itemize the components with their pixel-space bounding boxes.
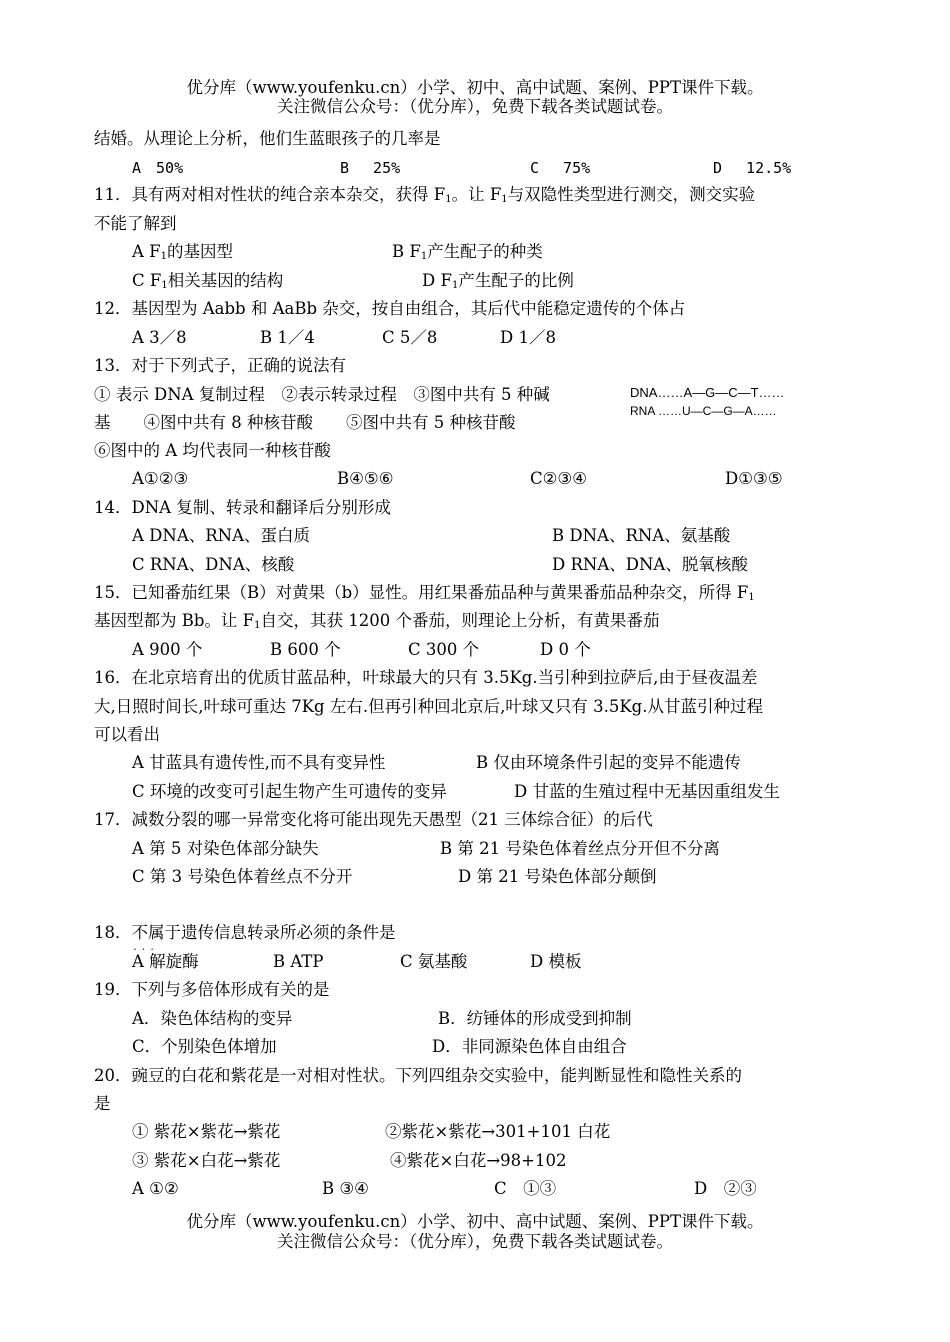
q10-stem: 结婚。从理论上分析，他们生蓝眼孩子的几率是 — [94, 129, 441, 148]
q18-option-c: C 氨基酸 — [400, 952, 468, 971]
q20-stem-2: 是 — [94, 1094, 111, 1113]
q15-stem: 15．已知番茄红果（B）对黄果（b）显性。用红果番茄品种与黄果番茄品种杂交，所得 $F_1$ — [94, 583, 755, 603]
q10-option-c: C 75% — [530, 159, 591, 177]
q20-item-1: ① 紫花×紫花→紫花 — [132, 1122, 281, 1141]
header-line-1: 优分库（www.youfenku.cn）小学、初中、高中试题、案例、PPT课件下载。 — [186, 78, 764, 97]
q13-statements-2: 基 ④图中共有 8 种核苷酸 ⑤图中共有 5 种核苷酸 — [94, 413, 516, 432]
emphasis-not: 不属于 • • • — [132, 922, 182, 944]
q10-option-b: B 25% — [340, 159, 401, 177]
dna-strand-label: DNA……A—G—C—T…… — [630, 385, 785, 400]
q14-option-a: A DNA、RNA、蛋白质 — [132, 526, 311, 545]
q19-option-c: C．个别染色体增加 — [132, 1037, 277, 1056]
q12-stem: 12．基因型为 Aabb 和 AaBb 杂交，按自由组合，其后代中能稳定遗传的个体占 — [94, 299, 686, 318]
q19-option-d: D．非同源染色体自由组合 — [432, 1037, 627, 1056]
q18-option-a: A 解旋酶 — [132, 952, 199, 971]
q16-option-b: B 仅由环境条件引起的变异不能遗传 — [476, 753, 741, 772]
q20-stem-1: 20．豌豆的白花和紫花是一对相对性状。下列四组杂交实验中，能判断显性和隐性关系的 — [94, 1066, 742, 1085]
q11-option-d: D $F_1$产生配子的比例 — [422, 271, 574, 291]
q10-option-a: A 50% — [132, 159, 184, 177]
q13-option-d: D①③⑤ — [725, 469, 783, 488]
q13-option-b: B④⑤⑥ — [337, 469, 394, 488]
q17-option-d: D 第 21 号染色体部分颠倒 — [458, 867, 657, 886]
q11-option-a: A $F_1$的基因型 — [132, 242, 233, 262]
q14-stem: 14．DNA 复制、转录和翻译后分别形成 — [94, 498, 391, 517]
q16-option-a: A 甘蓝具有遗传性,而不具有变异性 — [132, 753, 386, 772]
q11-stem-cont: 不能了解到 — [94, 214, 177, 233]
q11-option-c: C $F_1$相关基因的结构 — [132, 271, 284, 291]
q17-option-a: A 第 5 对染色体部分缺失 — [132, 839, 319, 858]
q20-option-c: C ①③ — [494, 1179, 557, 1198]
q19-option-b: B．纺锤体的形成受到抑制 — [438, 1009, 632, 1028]
q15-option-a: A 900 个 — [132, 640, 203, 659]
dna-rna-diagram — [630, 382, 830, 426]
q16-stem-3: 可以看出 — [94, 725, 160, 744]
q18-option-d: D 模板 — [530, 952, 582, 971]
q20-item-4: ④紫花×白花→98+102 — [390, 1151, 567, 1170]
q12-option-d: D 1／8 — [500, 328, 556, 347]
q14-option-c: C RNA、DNA、核酸 — [132, 555, 295, 574]
q20-item-3: ③ 紫花×白花→紫花 — [132, 1151, 281, 1170]
q14-option-b: B DNA、RNA、氨基酸 — [552, 526, 731, 545]
q20-option-a: A ①② — [132, 1179, 179, 1198]
q20-item-2: ②紫花×紫花→301+101 白花 — [385, 1122, 611, 1141]
header-line-2: 关注微信公众号：（优分库），免费下载各类试题试卷。 — [277, 97, 673, 116]
q18-stem: 18．不属于 • • •遗传信息转录所必须的条件是 — [94, 922, 396, 944]
q13-statements-3: ⑥图中的 A 均代表同一种核苷酸 — [94, 441, 331, 460]
footer-line-2: 关注微信公众号：（优分库），免费下载各类试题试卷。 — [277, 1232, 673, 1251]
q11-option-b: B $F_1$产生配子的种类 — [392, 242, 543, 262]
q12-option-c: C 5／8 — [382, 328, 438, 347]
q15-option-c: C 300 个 — [408, 640, 480, 659]
q19-option-a: A．染色体结构的变异 — [132, 1009, 293, 1028]
q16-option-c: C 环境的改变可引起生物产生可遗传的变异 — [132, 782, 447, 801]
q17-option-c: C 第 3 号染色体着丝点不分开 — [132, 867, 353, 886]
q17-option-b: B 第 21 号染色体着丝点分开但不分离 — [440, 839, 720, 858]
q17-stem: 17．减数分裂的哪一异常变化将可能出现先天愚型（21 三体综合征）的后代 — [94, 810, 653, 829]
q15-option-b: B 600 个 — [270, 640, 341, 659]
q13-option-c: C②③④ — [530, 469, 588, 488]
q15-option-d: D 0 个 — [540, 640, 591, 659]
q13-option-a: A①②③ — [132, 469, 189, 488]
q16-stem-2: 大,日照时间长,叶球可重达 7Kg 左右.但再引种回北京后,叶球又只有 3.5Kg.从甘蓝引种过程 — [94, 697, 763, 716]
q19-stem: 19．下列与多倍体形成有关的是 — [94, 980, 330, 999]
q12-option-a: A 3／8 — [132, 328, 187, 347]
q13-stem: 13．对于下列式子，正确的说法有 — [94, 356, 346, 375]
q20-option-b: B ③④ — [322, 1179, 369, 1198]
footer-line-1: 优分库（www.youfenku.cn）小学、初中、高中试题、案例、PPT课件下载。 — [186, 1212, 764, 1231]
q15-stem-cont: 基因型都为 Bb。让 $F_1$自交，其获 1200 个番茄，则理论上分析，有黄果番茄 — [94, 611, 660, 631]
q18-option-b: B ATP — [273, 952, 324, 971]
q12-option-b: B 1／4 — [260, 328, 315, 347]
q11-stem: 11．具有两对相对性状的纯合亲本杂交，获得 $F_1$。让 $F_1$与双隐性类型进行测交，测交实验 — [94, 185, 756, 205]
rna-strand-label: RNA ……U—C—G—A…… — [630, 404, 777, 418]
q13-statements-1: ① 表示 DNA 复制过程 ②表示转录过程 ③图中共有 5 种碱 — [94, 385, 550, 404]
q14-option-d: D RNA、DNA、脱氧核酸 — [552, 555, 748, 574]
q16-stem-1: 16．在北京培育出的优质甘蓝品种，叶球最大的只有 3.5Kg.当引种到拉萨后,由于昼夜温差 — [94, 668, 758, 687]
q16-option-d: D 甘蓝的生殖过程中无基因重组发生 — [514, 782, 780, 801]
q20-option-d: D ②③ — [694, 1179, 757, 1198]
q10-option-d: D 12.5% — [713, 159, 792, 177]
